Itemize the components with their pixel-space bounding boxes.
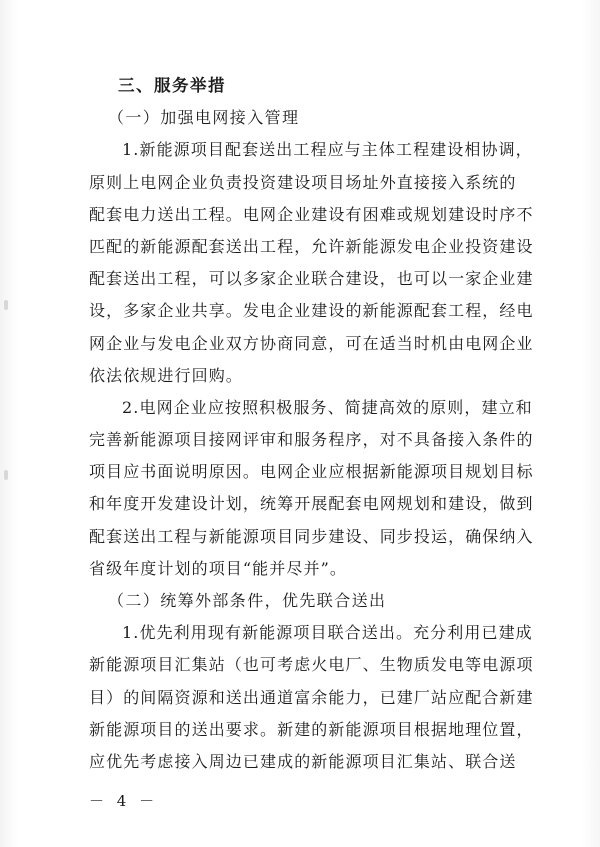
paragraph-1-line: 配套电力送出工程。电网企业建设有困难或规划建设时序不	[89, 205, 534, 224]
subsection-heading-1: （一）加强电网接入管理	[108, 108, 300, 127]
paragraph-3-line: 新能源项目的送出要求。新建的新能源项目根据地理位置，	[89, 720, 534, 739]
paragraph-1-line: 1.新能源项目配套送出工程应与主体工程建设相协调，	[122, 140, 533, 159]
paragraph-2-line: 2.电网企业应按照积极服务、简捷高效的原则，建立和	[122, 398, 533, 417]
paragraph-1-line: 设，多家企业共享。发电企业建设的新能源配套工程，经电	[89, 301, 534, 320]
page-number: － 4 －	[89, 792, 159, 810]
binding-mark	[4, 470, 8, 480]
subsection-heading-2: （二）统筹外部条件，优先联合送出	[108, 591, 387, 610]
paragraph-1-line: 网企业与发电企业双方协商同意，可在适当时机由电网企业	[89, 334, 534, 353]
paragraph-3-line: 1.优先利用现有新能源项目联合送出。充分利用已建成	[122, 623, 533, 642]
paragraph-2-line: 配套送出工程与新能源项目同步建设、同步投运，确保纳入	[89, 527, 534, 546]
paragraph-3-line: 新能源项目汇集站（也可考虑火电厂、生物质发电等电源项	[89, 655, 534, 674]
paragraph-2-line: 和年度开发建设计划，统筹开展配套电网规划和建设，做到	[89, 494, 534, 513]
paragraph-1-line: 匹配的新能源配套送出工程，允许新能源发电企业投资建设	[89, 237, 534, 256]
paragraph-1-line: 配套送出工程，可以多家企业联合建设，也可以一家企业建	[89, 269, 534, 288]
paragraph-3-line: 应优先考虑接入周边已建成的新能源项目汇集站、联合送	[89, 752, 517, 771]
paragraph-2-line: 省级年度计划的项目“能并尽并”。	[89, 559, 347, 578]
paragraph-1-line: 原则上电网企业负责投资建设项目场址外直接接入系统的	[89, 173, 517, 192]
paragraph-2-line: 完善新能源项目接网评审和服务程序，对不具备接入条件的	[89, 430, 534, 449]
paragraph-1-line: 依法依规进行回购。	[89, 366, 243, 385]
binding-mark	[4, 300, 8, 310]
paragraph-3-line: 目）的间隔资源和送出通道富余能力，已建厂站应配合新建	[89, 688, 534, 707]
paragraph-2-line: 项目应书面说明原因。电网企业应根据新能源项目规划目标	[89, 462, 534, 481]
section-heading: 三、服务举措	[118, 76, 226, 95]
